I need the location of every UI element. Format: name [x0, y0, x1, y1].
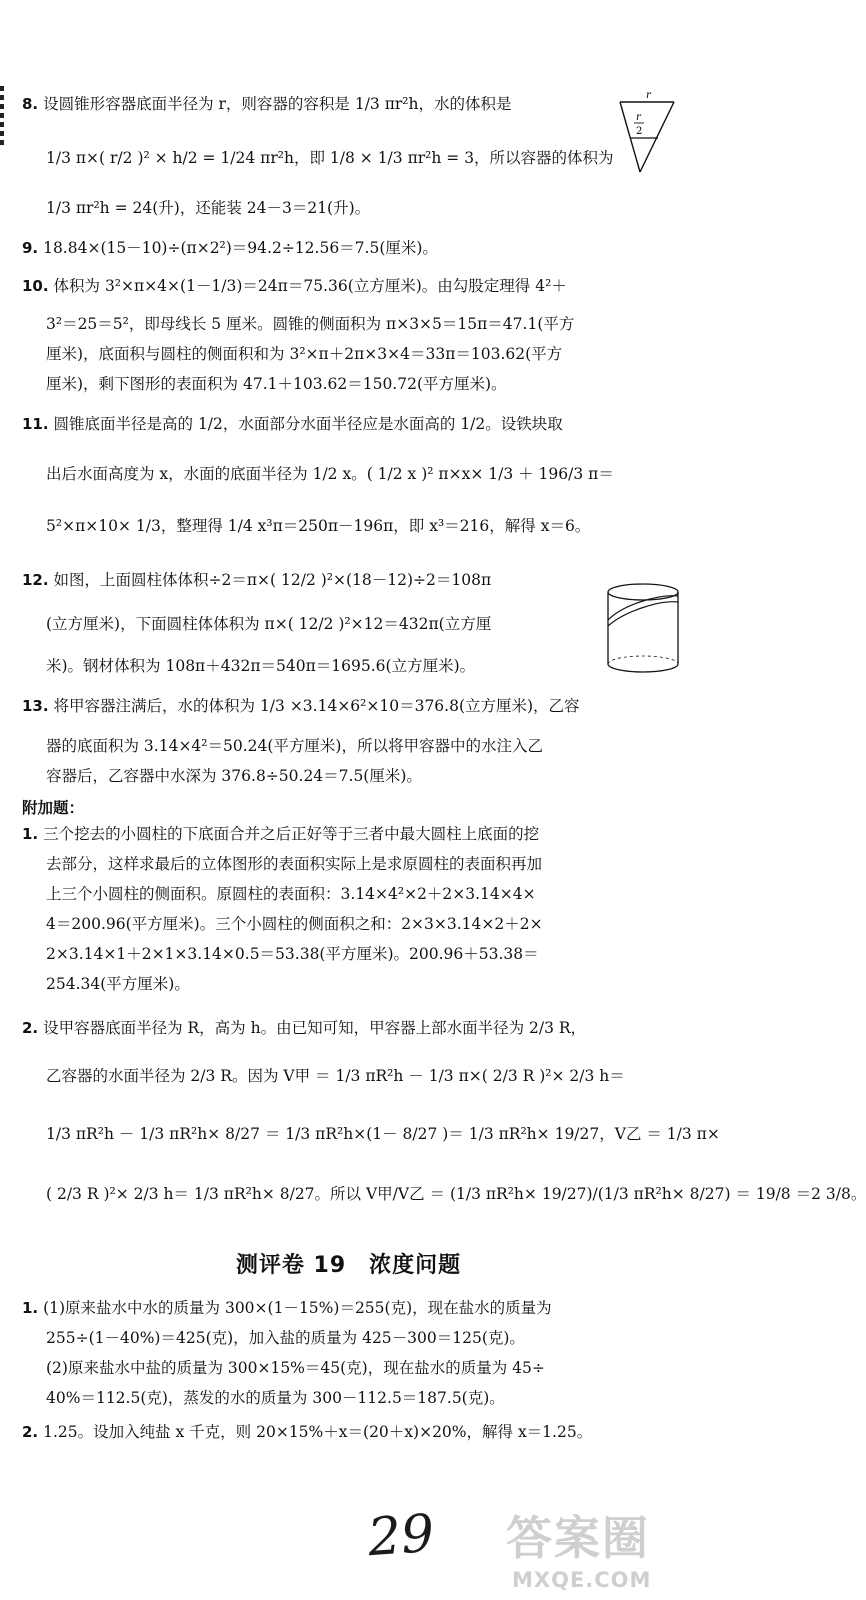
cone-label-r-mid: r [636, 112, 641, 123]
binding-edge [0, 86, 4, 146]
watermark [500, 1502, 690, 1598]
line-10-3: 厘米)，底面积与圆柱的侧面积和为 3²×π＋2π×3×4＝33π＝103.62(平方 [46, 345, 563, 363]
line-10-2: 3²＝25＝5²，即母线长 5 厘米。圆锥的侧面积为 π×3×5＝15π＝47.1(平方 [46, 315, 575, 333]
bonus-1-6: 254.34(平方厘米)。 [46, 975, 190, 993]
line-12-1: 12. 如图，上面圆柱体体积÷2＝π×( 12/2 )²×(18－12)÷2＝108π [22, 571, 492, 589]
line-12-3: 米)。钢材体积为 108π＋432π＝540π＝1695.6(立方厘米)。 [46, 657, 476, 675]
section-1-3: (2)原来盐水中盐的质量为 300×15%＝45(克)，现在盐水的质量为 45÷ [46, 1359, 545, 1377]
bonus-1-3: 上三个小圆柱的侧面积。原圆柱的表面积：3.14×4²×2＋2×3.14×4× [46, 885, 536, 903]
line-10-4: 厘米)，剩下图形的表面积为 47.1＋103.62＝150.72(平方厘米)。 [46, 375, 507, 393]
bonus-2-3: 1/3 πR²h － 1/3 πR²h× 8/27 ＝ 1/3 πR²h×(1－ 8/27 )＝ 1/3 πR²h× 19/27，V乙 ＝ 1/3 π× [46, 1125, 720, 1143]
bonus-heading: 附加题： [22, 799, 85, 817]
cylinder-figure [604, 582, 682, 674]
cone-label-r-top: r [646, 90, 651, 101]
section-2-1: 2. 1.25。设加入纯盐 x 千克，则 20×15%＋x＝(20＋x)×20%，解得 x＝1.25。 [22, 1423, 593, 1441]
cone-label-2: 2 [636, 126, 643, 137]
line-11-2: 出后水面高度为 x，水面的底面半径为 1/2 x。( 1/2 x )² π×x× 1/3 ＋ 196/3 π＝ [46, 465, 614, 483]
line-12-2: (立方厘米)，下面圆柱体体积为 π×( 12/2 )²×12＝432π(立方厘 [46, 615, 492, 633]
line-9: 9. 18.84×(15－10)÷(π×2²)＝94.2÷12.56＝7.5(厘米)。 [22, 239, 438, 257]
section-title: 测评卷 19 浓度问题 [235, 1253, 462, 1278]
section-1-1: 1. (1)原来盐水中水的质量为 300×(1－15%)＝255(克)，现在盐水的质量为 [22, 1299, 552, 1317]
line-13-3: 容器后，乙容器中水深为 376.8÷50.24＝7.5(厘米)。 [46, 767, 422, 785]
line-10-1: 10. 体积为 3²×π×4×(1－1/3)＝24π＝75.36(立方厘米)。由勾股定理得 4²＋ [22, 277, 567, 295]
line-13-1: 13. 将甲容器注满后，水的体积为 1/3 ×3.14×6²×10＝376.8(立方厘米)，乙容 [22, 697, 580, 715]
line-11-3: 5²×π×10× 1/3，整理得 1/4 x³π＝250π－196π，即 x³＝216，解得 x＝6。 [46, 517, 591, 535]
line-11-1: 11. 圆锥底面半径是高的 1/2，水面部分水面半径应是水面高的 1/2。设铁块取 [22, 415, 563, 433]
section-1-2: 255÷(1－40%)＝425(克)，加入盐的质量为 425－300＝125(克)。 [46, 1329, 525, 1347]
bonus-1-1: 1. 三个挖去的小圆柱的下底面合并之后正好等于三者中最大圆柱上底面的挖 [22, 825, 540, 843]
section-1-4: 40%＝112.5(克)，蒸发的水的质量为 300－112.5＝187.5(克)。 [46, 1389, 505, 1407]
line-8-2: 1/3 π×( r/2 )² × h/2 = 1/24 πr²h，即 1/8 × 1/3 πr²h = 3，所以容器的体积为 [46, 149, 614, 167]
cone-figure [616, 88, 678, 174]
bonus-2-1: 2. 设甲容器底面半径为 R，高为 h。由已知可知，甲容器上部水面半径为 2/3 R， [22, 1019, 587, 1037]
bonus-1-4: 4＝200.96(平方厘米)。三个小圆柱的侧面积之和：2×3×3.14×2＋2× [46, 915, 543, 933]
watermark-logo: 答案圈 [506, 1511, 650, 1565]
watermark-url: MXQE.COM [512, 1568, 652, 1592]
line-13-2: 器的底面积为 3.14×4²＝50.24(平方厘米)，所以将甲容器中的水注入乙 [46, 737, 543, 755]
line-8-1: 8. 设圆锥形容器底面半径为 r，则容器的容积是 1/3 πr²h，水的体积是 [22, 95, 512, 113]
bonus-2-2: 乙容器的水面半径为 2/3 R。因为 V甲 ＝ 1/3 πR²h － 1/3 π×( 2/3 R )²× 2/3 h＝ [46, 1067, 625, 1085]
page-number: 29 [365, 1503, 437, 1569]
line-8-3: 1/3 πr²h = 24(升)，还能装 24－3＝21(升)。 [46, 199, 371, 217]
bonus-2-4: ( 2/3 R )²× 2/3 h＝ 1/3 πR²h× 8/27。所以 V甲/V乙 ＝ (1/3 πR²h× 19/27)/(1/3 πR²h× 8/27) ＝ 19/8 ＝2 3/8。 [46, 1185, 866, 1203]
bonus-1-2: 去部分，这样求最后的立体图形的表面积实际上是求原圆柱的表面积再加 [46, 855, 543, 873]
bonus-1-5: 2×3.14×1＋2×1×3.14×0.5＝53.38(平方厘米)。200.96＋53.38＝ [46, 945, 539, 963]
